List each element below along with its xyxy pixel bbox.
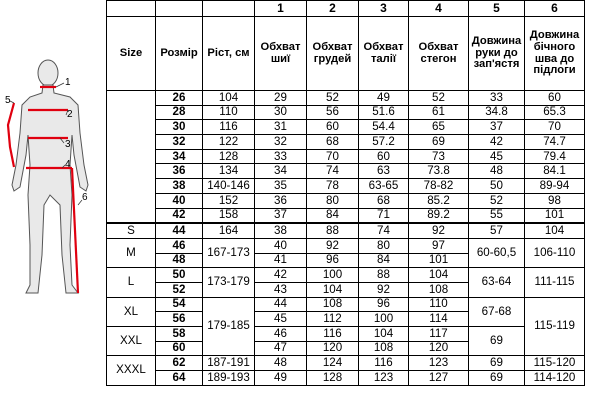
size-cell: XXXL xyxy=(107,356,156,385)
seam-cell: 104 xyxy=(525,223,585,238)
measure-cell: 108 xyxy=(409,282,469,297)
rist-cell: 158 xyxy=(203,208,255,223)
measure-cell: 60 xyxy=(359,149,409,164)
seam-cell: 84.1 xyxy=(525,164,585,179)
razmir-cell: 50 xyxy=(156,268,203,283)
measure-cell: 88 xyxy=(359,268,409,283)
razmir-cell: 42 xyxy=(156,208,203,223)
table-row xyxy=(107,91,585,106)
razmir-cell: 26 xyxy=(156,91,203,106)
rist-cell: 110 xyxy=(203,105,255,120)
measure-cell: 128 xyxy=(307,371,359,386)
rist-cell: 122 xyxy=(203,135,255,150)
rist-cell: 167-173 xyxy=(203,238,255,267)
measure-cell: 37 xyxy=(255,208,307,223)
label-2: 2 xyxy=(67,109,73,120)
size-cell: XXL xyxy=(107,327,156,356)
column-number-row xyxy=(107,1,585,17)
table-row xyxy=(107,208,585,223)
label-1: 1 xyxy=(65,77,71,88)
arm-cell: 48 xyxy=(469,164,525,179)
measure-cell: 92 xyxy=(307,238,359,253)
measure-cell: 49 xyxy=(255,371,307,386)
measure-cell: 73 xyxy=(409,149,469,164)
header-razmir: Розмір xyxy=(156,17,203,91)
header-size: Size xyxy=(107,17,156,91)
header-arm-length: Довжина руки до зап'ястя xyxy=(469,17,525,91)
measure-cell: 51.6 xyxy=(359,105,409,120)
measure-cell: 84 xyxy=(359,253,409,268)
table-row xyxy=(107,135,585,150)
measure-cell: 33 xyxy=(255,149,307,164)
size-cell: L xyxy=(107,268,156,297)
measure-cell: 38 xyxy=(255,223,307,238)
size-cell: XL xyxy=(107,297,156,326)
razmir-cell: 32 xyxy=(156,135,203,150)
measure-cell: 56 xyxy=(307,105,359,120)
table-row xyxy=(107,356,585,371)
measure-cell: 61 xyxy=(409,105,469,120)
table-row xyxy=(107,371,585,386)
size-cell: S xyxy=(107,223,156,238)
seam-cell: 60 xyxy=(525,91,585,106)
seam-cell: 89-94 xyxy=(525,179,585,194)
col-number-6: 6 xyxy=(525,1,585,17)
measure-cell: 96 xyxy=(359,297,409,312)
label-6: 6 xyxy=(82,192,88,203)
measure-cell: 31 xyxy=(255,120,307,135)
seam-cell: 98 xyxy=(525,193,585,208)
table-row xyxy=(107,164,585,179)
measure-cell: 80 xyxy=(359,238,409,253)
rist-cell: 104 xyxy=(203,91,255,106)
label-5: 5 xyxy=(5,95,11,106)
measure-cell: 68 xyxy=(307,135,359,150)
size-cell: M xyxy=(107,238,156,267)
col-number-3: 3 xyxy=(359,1,409,17)
measure-cell: 74 xyxy=(359,223,409,238)
label-3: 3 xyxy=(65,139,71,150)
arm-cell: 60-60,5 xyxy=(469,238,525,267)
measure-cell: 57.2 xyxy=(359,135,409,150)
measure-cell: 36 xyxy=(255,193,307,208)
seam-cell: 114-120 xyxy=(525,371,585,386)
measure-cell: 52 xyxy=(307,91,359,106)
measure-cell: 88 xyxy=(307,223,359,238)
header-waist: Обхват талії xyxy=(359,17,409,91)
header-rist: Ріст, см xyxy=(203,17,255,91)
razmir-cell: 48 xyxy=(156,253,203,268)
measure-cell: 41 xyxy=(255,253,307,268)
col-number-5: 5 xyxy=(469,1,525,17)
razmir-cell: 44 xyxy=(156,223,203,238)
measure-cell: 47 xyxy=(255,341,307,356)
razmir-cell: 64 xyxy=(156,371,203,386)
table-row xyxy=(107,179,585,194)
arm-cell: 69 xyxy=(469,371,525,386)
rist-cell: 164 xyxy=(203,223,255,238)
size-chart-table xyxy=(106,0,585,386)
measure-cell: 114 xyxy=(409,312,469,327)
arm-cell: 63-64 xyxy=(469,268,525,297)
rist-cell: 189-193 xyxy=(203,371,255,386)
razmir-cell: 30 xyxy=(156,120,203,135)
header-hips: Обхват стегон xyxy=(409,17,469,91)
table-row xyxy=(107,297,585,312)
measure-cell: 104 xyxy=(409,268,469,283)
razmir-cell: 62 xyxy=(156,356,203,371)
razmir-cell: 56 xyxy=(156,312,203,327)
razmir-cell: 52 xyxy=(156,282,203,297)
table-row xyxy=(107,149,585,164)
arm-cell: 57 xyxy=(469,223,525,238)
measure-cell: 71 xyxy=(359,208,409,223)
measure-cell: 68 xyxy=(359,193,409,208)
measure-cell: 34 xyxy=(255,164,307,179)
measure-cell: 69 xyxy=(409,135,469,150)
measure-cell: 124 xyxy=(307,356,359,371)
col-number-1: 1 xyxy=(255,1,307,17)
arm-cell: 33 xyxy=(469,91,525,106)
rist-cell: 187-191 xyxy=(203,356,255,371)
razmir-cell: 58 xyxy=(156,327,203,342)
table-row xyxy=(107,268,585,283)
measure-cell: 120 xyxy=(307,341,359,356)
rist-cell: 152 xyxy=(203,193,255,208)
measure-cell: 100 xyxy=(307,268,359,283)
arm-cell: 34.8 xyxy=(469,105,525,120)
table-row xyxy=(107,238,585,253)
measure-cell: 108 xyxy=(359,341,409,356)
measure-cell: 54.4 xyxy=(359,120,409,135)
measure-cell: 49 xyxy=(359,91,409,106)
arm-cell: 37 xyxy=(469,120,525,135)
measure-cell: 116 xyxy=(307,327,359,342)
header-row xyxy=(107,17,585,91)
measure-cell: 104 xyxy=(359,327,409,342)
header-neck: Обхват шиї xyxy=(255,17,307,91)
seam-cell: 74.7 xyxy=(525,135,585,150)
measure-cell: 60 xyxy=(307,120,359,135)
rist-cell: 173-179 xyxy=(203,268,255,297)
measure-cell: 85.2 xyxy=(409,193,469,208)
table-row xyxy=(107,105,585,120)
seam-cell: 79.4 xyxy=(525,149,585,164)
measure-cell: 78 xyxy=(307,179,359,194)
measure-cell: 97 xyxy=(409,238,469,253)
measure-cell: 73.8 xyxy=(409,164,469,179)
measure-cell: 92 xyxy=(409,223,469,238)
seam-cell: 101 xyxy=(525,208,585,223)
measure-cell: 48 xyxy=(255,356,307,371)
size-cell xyxy=(107,91,156,224)
measure-cell: 127 xyxy=(409,371,469,386)
razmir-cell: 34 xyxy=(156,149,203,164)
measure-cell: 92 xyxy=(359,282,409,297)
arm-cell: 45 xyxy=(469,149,525,164)
measure-cell: 108 xyxy=(307,297,359,312)
table-row xyxy=(107,120,585,135)
measure-cell: 63 xyxy=(359,164,409,179)
measure-cell: 42 xyxy=(255,268,307,283)
measure-cell: 40 xyxy=(255,238,307,253)
measure-cell: 84 xyxy=(307,208,359,223)
table-row xyxy=(107,327,585,342)
measure-cell: 110 xyxy=(409,297,469,312)
arm-cell: 50 xyxy=(469,179,525,194)
rist-cell: 179-185 xyxy=(203,297,255,356)
measure-cell: 43 xyxy=(255,282,307,297)
arm-cell: 69 xyxy=(469,327,525,356)
col-number-4: 4 xyxy=(409,1,469,17)
col-number-2: 2 xyxy=(307,1,359,17)
seam-cell: 106-110 xyxy=(525,238,585,267)
measure-cell: 74 xyxy=(307,164,359,179)
measure-cell: 44 xyxy=(255,297,307,312)
seam-cell: 111-115 xyxy=(525,268,585,297)
label-4: 4 xyxy=(65,159,71,170)
rist-cell: 134 xyxy=(203,164,255,179)
body-measurement-figure xyxy=(0,55,108,310)
measure-cell: 123 xyxy=(409,356,469,371)
rist-cell: 116 xyxy=(203,120,255,135)
razmir-cell: 54 xyxy=(156,297,203,312)
header-chest: Обхват грудей xyxy=(307,17,359,91)
arm-cell: 42 xyxy=(469,135,525,150)
measure-cell: 89.2 xyxy=(409,208,469,223)
measure-cell: 52 xyxy=(409,91,469,106)
razmir-cell: 60 xyxy=(156,341,203,356)
arm-line xyxy=(8,103,14,167)
arm-cell: 52 xyxy=(469,193,525,208)
measure-cell: 123 xyxy=(359,371,409,386)
measure-cell: 96 xyxy=(307,253,359,268)
measure-cell: 78-82 xyxy=(409,179,469,194)
measure-cell: 101 xyxy=(409,253,469,268)
measure-cell: 35 xyxy=(255,179,307,194)
arm-cell: 69 xyxy=(469,356,525,371)
measure-cell: 45 xyxy=(255,312,307,327)
table-row xyxy=(107,223,585,238)
measure-cell: 30 xyxy=(255,105,307,120)
razmir-cell: 40 xyxy=(156,193,203,208)
measure-cell: 116 xyxy=(359,356,409,371)
seam-cell: 65.3 xyxy=(525,105,585,120)
measure-cell: 29 xyxy=(255,91,307,106)
measure-cell: 65 xyxy=(409,120,469,135)
razmir-cell: 36 xyxy=(156,164,203,179)
measure-cell: 112 xyxy=(307,312,359,327)
header-side-seam: Довжина бічного шва до підлоги xyxy=(525,17,585,91)
measure-cell: 100 xyxy=(359,312,409,327)
arm-cell: 55 xyxy=(469,208,525,223)
measure-cell: 32 xyxy=(255,135,307,150)
table-row xyxy=(107,193,585,208)
measure-cell: 70 xyxy=(307,149,359,164)
measure-cell: 117 xyxy=(409,327,469,342)
measure-cell: 63-65 xyxy=(359,179,409,194)
rist-cell: 140-146 xyxy=(203,179,255,194)
seam-cell: 115-119 xyxy=(525,297,585,356)
measure-cell: 120 xyxy=(409,341,469,356)
razmir-cell: 38 xyxy=(156,179,203,194)
measure-cell: 46 xyxy=(255,327,307,342)
arm-cell: 67-68 xyxy=(469,297,525,326)
side-seam-line xyxy=(72,168,78,293)
measure-cell: 104 xyxy=(307,282,359,297)
seam-cell: 70 xyxy=(525,120,585,135)
razmir-cell: 46 xyxy=(156,238,203,253)
seam-cell: 115-120 xyxy=(525,356,585,371)
razmir-cell: 28 xyxy=(156,105,203,120)
measure-cell: 80 xyxy=(307,193,359,208)
rist-cell: 128 xyxy=(203,149,255,164)
